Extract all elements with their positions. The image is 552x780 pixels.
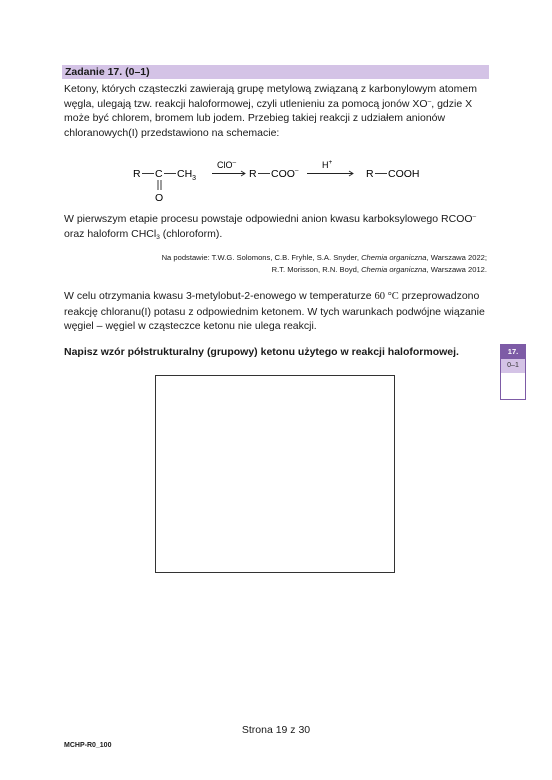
scheme-carboxylate: COO–: [271, 167, 299, 180]
task-instruction: Napisz wzór półstrukturalny (grupowy) ketonu użytego w reakcji haloformowej.: [64, 346, 459, 358]
score-points: 0–1: [501, 359, 525, 373]
paragraph-conditions: W celu otrzymania kwasu 3-metylobut-2-enowego w temperaturze 60 °C przeprowadzono reakcję chloranu(I) potasu z odpowiednim ketonem. W tych warunkach podwójne wiązanie węgiel – węgiel w cząsteczce ketonu nie ulega reakcji.: [64, 290, 485, 332]
scheme-product2-r: R: [366, 168, 374, 180]
scheme-product1-r: R: [249, 168, 257, 180]
scheme-carbonyl-c: C: [155, 168, 163, 180]
scheme-r1: R: [133, 168, 141, 180]
source-citation: Na podstawie: T.W.G. Solomons, C.B. Fryhle, S.A. Snyder, Chemia organiczna, Warszawa 2022; R.T. Morisson, R.N. Boyd, Chemia organiczna, Warszawa 2012.: [161, 253, 487, 274]
scheme-methyl: $CH_3$: [177, 168, 197, 182]
paragraph-anion: W pierwszym etapie procesu powstaje odpowiedni anion kwasu karboksylowego RCOO– oraz haloform CHCl$_3$ (chloroform).: [64, 213, 477, 241]
intro-paragraph: Ketony, których cząsteczki zawierają grupę metylową związaną z karbonylowym atomem węgla, ulegają tzw. reakcji haloformowej, czyli utlenieniu za pomocą jonów XO–, gdzie X może być chlorem, bromem lub jodem. Przebieg takiej reakcji z udziałem anionów chloranowych(I) przedstawiono na schemacie:: [64, 83, 477, 139]
scheme-oxygen: O: [155, 192, 164, 204]
task-header: Zadanie 17. (0–1): [62, 65, 489, 79]
scheme-reagent-h: H+: [322, 159, 333, 170]
scheme-reagent-clo: ClO–: [217, 159, 237, 170]
page-number: Strona 19 z 30: [241, 724, 311, 736]
score-box: [500, 344, 526, 400]
scheme-acid: COOH: [388, 168, 420, 180]
score-field[interactable]: [501, 373, 525, 399]
score-task-number: 17.: [501, 345, 525, 359]
reaction-scheme: [125, 156, 445, 206]
exam-code: MCHP-R0_100: [64, 742, 112, 749]
answer-box[interactable]: [155, 375, 395, 573]
